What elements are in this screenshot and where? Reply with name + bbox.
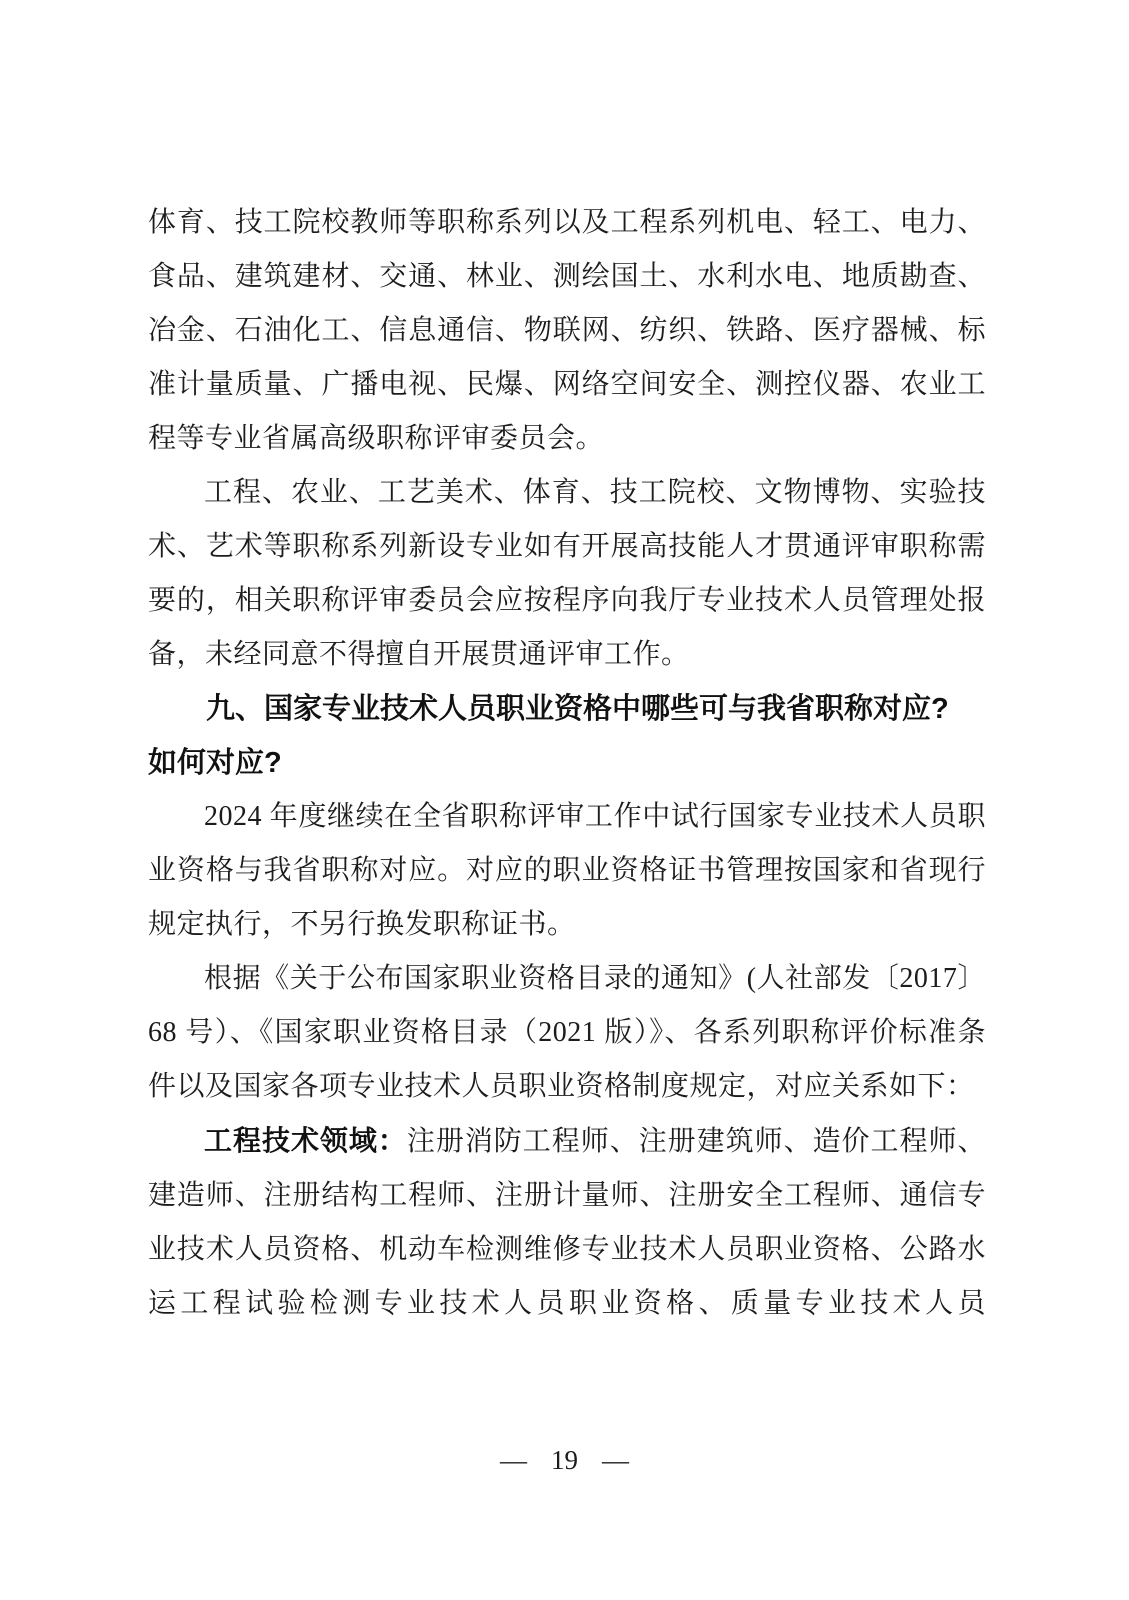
section-heading-line1: 九、国家专业技术人员职业资格中哪些可与我省职称对应? xyxy=(206,693,949,725)
paragraph-bridging-evaluation: 工程、农业、工艺美术、体育、技工院校、文物博物、实验技术、艺术等职称系列新设专业如有开展高技能人才贯通评审职称需要的，相关职称评审委员会应按程序向我厅专业技术人员管理处报备，未经同意不得擅自开展贯通评审工作。 xyxy=(148,477,986,670)
document-body xyxy=(148,196,986,1331)
page-number: 19 xyxy=(551,1445,578,1475)
paragraph-basis-documents: 根据《关于公布国家职业资格目录的通知》(人社部发〔2017〕68 号）、《国家职业资格目录（2021 版）》、各系列职称评价标准条件以及国家各项专业技术人员职业资格制度规定，对应关系如下： xyxy=(148,963,986,1102)
paragraph-continuation: 体育、技工院校教师等职称系列以及工程系列机电、轻工、电力、食品、建筑建材、交通、林业、测绘国土、水利水电、地质勘查、冶金、石油化工、信息通信、物联网、纺织、铁路、医疗器械、标准计量质量、广播电视、民爆、网络空间安全、测控仪器、农业工程等专业省属高级职称评审委员会。 xyxy=(148,207,986,454)
footer-dash-right: — xyxy=(602,1445,629,1475)
engineering-field-list: 注册消防工程师、注册建筑师、造价工程师、建造师、注册结构工程师、注册计量师、注册安全工程师、通信专业技术人员资格、机动车检测维修专业技术人员职业资格、公路水运工程试验检测专业技术人员职业资格、质量专业技术人员 xyxy=(148,1126,986,1319)
footer-dash-left: — xyxy=(500,1445,527,1475)
section-heading-question-nine xyxy=(148,682,986,790)
section-heading-line2: 如何对应? xyxy=(148,747,282,779)
page-footer xyxy=(0,1440,1129,1480)
paragraph-engineering-field xyxy=(148,1114,986,1331)
engineering-field-label: 工程技术领域： xyxy=(204,1125,407,1156)
paragraph-2024-trial: 2024 年度继续在全省职称评审工作中试行国家专业技术人员职业资格与我省职称对应。对应的职业资格证书管理按国家和省现行规定执行，不另行换发职称证书。 xyxy=(148,801,986,940)
